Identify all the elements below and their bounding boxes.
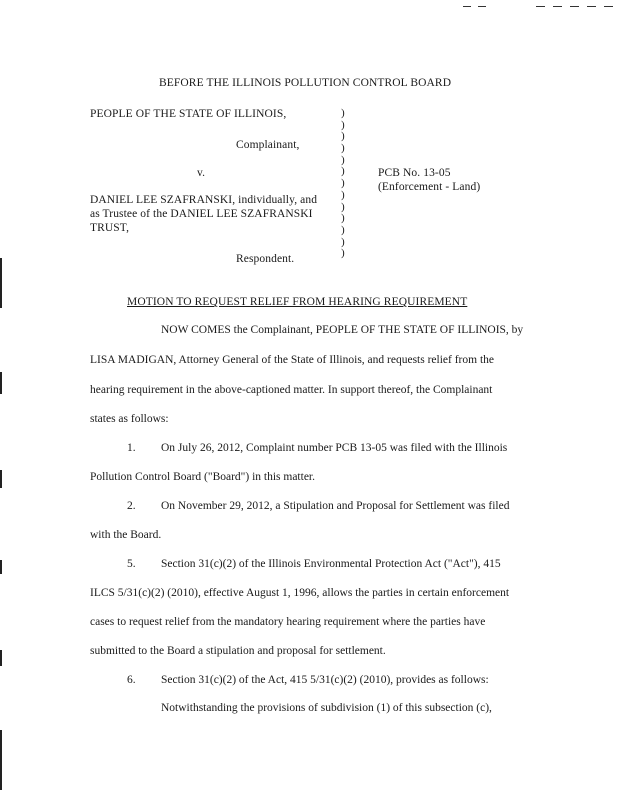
- scan-mark-top-7: [604, 6, 613, 7]
- complainant-name: PEOPLE OF THE STATE OF ILLINOIS,: [90, 108, 287, 120]
- board-title: BEFORE THE ILLINOIS POLLUTION CONTROL BOARD: [159, 77, 452, 89]
- respondent-line-3: TRUST,: [90, 222, 130, 234]
- scan-mark-top-4: [553, 6, 562, 7]
- paragraph-line: with the Board.: [90, 529, 162, 541]
- case-type: (Enforcement - Land): [378, 181, 481, 193]
- paragraph-line: Section 31(c)(2) of the Act, 415 5/31(c)(2) (2010), provides as follows:: [161, 674, 489, 686]
- paragraph-line: Pollution Control Board ("Board") in this matter.: [90, 471, 315, 483]
- scan-mark-top-3: [536, 6, 545, 7]
- scan-mark-top-2: [478, 6, 486, 7]
- scan-edge-mark: [0, 470, 2, 488]
- caption-paren: ): [341, 153, 345, 166]
- respondent-line-1: DANIEL LEE SZAFRANSKI, individually, and: [90, 194, 318, 206]
- paragraph-number: 2.: [127, 500, 136, 512]
- scan-mark-top-1: [463, 6, 471, 7]
- caption-paren: ): [341, 177, 345, 190]
- scan-edge-mark: [0, 560, 2, 574]
- caption-paren: ): [341, 142, 345, 155]
- paragraph-line: submitted to the Board a stipulation and proposal for settlement.: [90, 645, 386, 657]
- versus: v.: [197, 167, 206, 179]
- paragraph-number: 6.: [127, 674, 136, 686]
- paragraph-line: On July 26, 2012, Complaint number PCB 13-05 was filed with the Illinois: [161, 442, 508, 454]
- paragraph-number: 1.: [127, 442, 136, 454]
- caption-paren: ): [341, 247, 345, 260]
- caption-paren: ): [341, 200, 345, 213]
- paragraph-number: 5.: [127, 558, 136, 570]
- intro-line: hearing requirement in the above-captioned matter. In support thereof, the Complainant: [90, 384, 493, 396]
- paragraph-line: ILCS 5/31(c)(2) (2010), effective August 1, 1996, allows the parties in certain enforcement: [90, 587, 510, 599]
- paragraph-line: Section 31(c)(2) of the Illinois Environmental Protection Act ("Act"), 415: [161, 558, 501, 570]
- intro-line: states as follows:: [90, 413, 169, 425]
- block-quote-line: Notwithstanding the provisions of subdivision (1) of this subsection (c),: [161, 702, 492, 714]
- caption-paren: ): [341, 188, 345, 201]
- intro-line: LISA MADIGAN, Attorney General of the State of Illinois, and requests relief from the: [90, 354, 494, 366]
- caption-paren: ): [341, 235, 345, 248]
- scan-mark-top-5: [570, 6, 579, 7]
- respondent-role: Respondent.: [236, 253, 295, 265]
- caption-paren-column: [341, 108, 349, 260]
- case-number: PCB No. 13-05: [378, 167, 451, 179]
- respondent-line-2: as Trustee of the DANIEL LEE SZAFRANSKI: [90, 208, 313, 220]
- scan-mark-top-6: [587, 6, 596, 7]
- caption-paren: ): [341, 212, 345, 225]
- paragraph-line: On November 29, 2012, a Stipulation and Proposal for Settlement was filed: [161, 500, 510, 512]
- caption-paren: ): [341, 223, 345, 236]
- complainant-role: Complainant,: [236, 139, 300, 151]
- intro-line: NOW COMES the Complainant, PEOPLE OF THE STATE OF ILLINOIS, by: [161, 324, 524, 336]
- scan-edge-mark: [0, 258, 2, 308]
- caption-paren: ): [341, 118, 345, 131]
- scan-edge-mark: [0, 650, 2, 666]
- caption-paren: ): [341, 165, 345, 178]
- motion-title: MOTION TO REQUEST RELIEF FROM HEARING REQUIREMENT: [127, 296, 468, 308]
- scan-edge-mark: [0, 372, 2, 394]
- scan-edge-mark: [0, 730, 2, 790]
- caption-paren: ): [341, 130, 345, 143]
- caption-paren: ): [341, 107, 345, 119]
- paragraph-line: cases to request relief from the mandatory hearing requirement where the parties have: [90, 616, 486, 628]
